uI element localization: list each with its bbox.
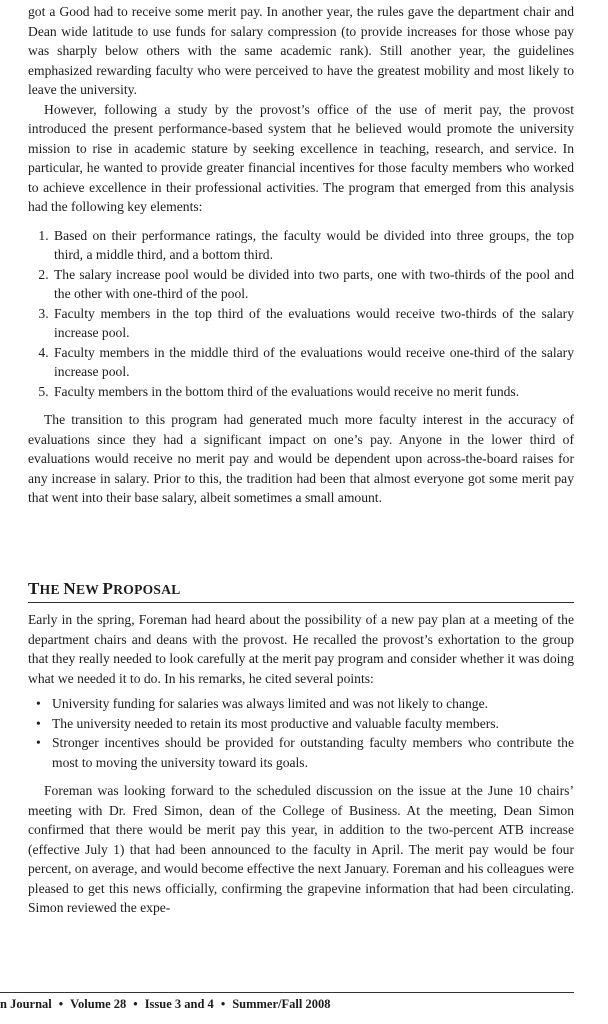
page-footer <box>0 997 330 1012</box>
list-item: 1. Based on their performance ratings, the faculty would be divided into three groups, the top third, a middle third, and a bottom third. <box>52 226 574 265</box>
point-text: Stronger incentives should be provided for outstanding faculty members who contribute the most to moving the university toward its goals. <box>52 735 574 770</box>
point-text: The university needed to retain its most productive and valuable faculty members. <box>52 715 499 731</box>
footer-issue: Issue 3 and 4 <box>144 997 214 1011</box>
footer-volume: Volume 28 <box>70 997 127 1011</box>
section-new-proposal <box>28 579 574 918</box>
heading-small-caps: HE <box>39 582 64 597</box>
point-text: University funding for salaries was always limited and was not likely to change. <box>52 696 489 711</box>
list-item <box>36 694 574 714</box>
section-heading <box>28 579 574 603</box>
list-item: 3. Faculty members in the top third of the evaluations would receive two-thirds of the salary increase pool. <box>52 304 574 343</box>
heading-letter: N <box>63 579 76 598</box>
key-elements-list <box>28 226 574 402</box>
heading-letter: T <box>28 579 40 598</box>
paragraph-2: However, following a study by the provost’s office of the use of merit pay, the provost introduced the present performance-based system that he believed would promote the university mission to rise in academic stature by seeking excellence in teaching, research, and service. In particular, he wanted to provide greater financial incentives for those faculty members who worked to achieve excellence in their professional activities. The program that emerged from this analysis had the following key elements: <box>28 101 574 214</box>
footer-divider <box>0 992 574 993</box>
paragraph-1: got a Good had to receive some merit pay. In another year, the rules gave the department chair and Dean wide latitude to use funds for salary compression (to provide increases for those whose pay was sharply below others with the same academic rank). Still another year, the guidelines emphasized rewarding faculty who were perceived to have the greatest mobility and most likely to leave the university. <box>28 4 574 97</box>
list-item <box>36 714 574 734</box>
list-item: 2. The salary increase pool would be divided into two parts, one with two-thirds of the pool and the other with one-third of the pool. <box>52 265 574 304</box>
upper-text-block <box>28 2 574 508</box>
footer-journal: n Journal <box>0 997 52 1011</box>
list-item <box>36 733 574 772</box>
footer-separator: • <box>58 997 64 1011</box>
heading-small-caps: EW <box>76 582 103 597</box>
footer-season: Summer/Fall 2008 <box>232 997 331 1011</box>
list-item: 5. Faculty members in the bottom third of the evaluations would receive no merit funds. <box>52 382 574 402</box>
footer-separator: • <box>220 997 226 1011</box>
paragraph-4: Early in the spring, Foreman had heard about the possibility of a new pay plan at a meeting of the department chairs and deans with the provost. He recalled the provost’s exhortation to the group that they really needed to look carefully at the merit pay program and consider whether it was doing what we needed it to do. In his remarks, he cited several points: <box>28 612 574 686</box>
bullet-icon: • <box>36 715 41 731</box>
heading-letter: P <box>102 579 114 598</box>
paragraph-5: Foreman was looking forward to the scheduled discussion on the issue at the June 10 chairs’ meeting with Dr. Fred Simon, dean of the College of Business. At the meeting, Dean Simon confirmed that there would be merit pay this year, in addition to the two-percent ATB increase (effective July 1) that had been announced to the faculty in April. The merit pay would be four percent, on average, and would become effective the next January. Foreman and his colleagues were pleased to get this news officially, confirming the grapevine information that had been circulating. Simon reviewed the expe- <box>28 783 574 915</box>
paragraph-3: The transition to this program had generated much more faculty interest in the accuracy of evaluations since they had a significant impact on one’s pay. Anyone in the lower third of evaluations would receive no merit pay and would be dependent upon across-the-board raises for any increase in salary. Prior to this, the tradition had been that almost everyone got some merit pay that went into their base salary, albeit sometimes a small amount. <box>28 412 574 505</box>
bullet-icon: • <box>36 696 41 711</box>
heading-small-caps: ROPOSAL <box>113 582 181 597</box>
provost-points-list <box>28 694 574 772</box>
bullet-icon: • <box>36 735 41 750</box>
footer-separator: • <box>133 997 138 1011</box>
list-item: 4. Faculty members in the middle third of the evaluations would receive one-third of the salary increase pool. <box>52 343 574 382</box>
